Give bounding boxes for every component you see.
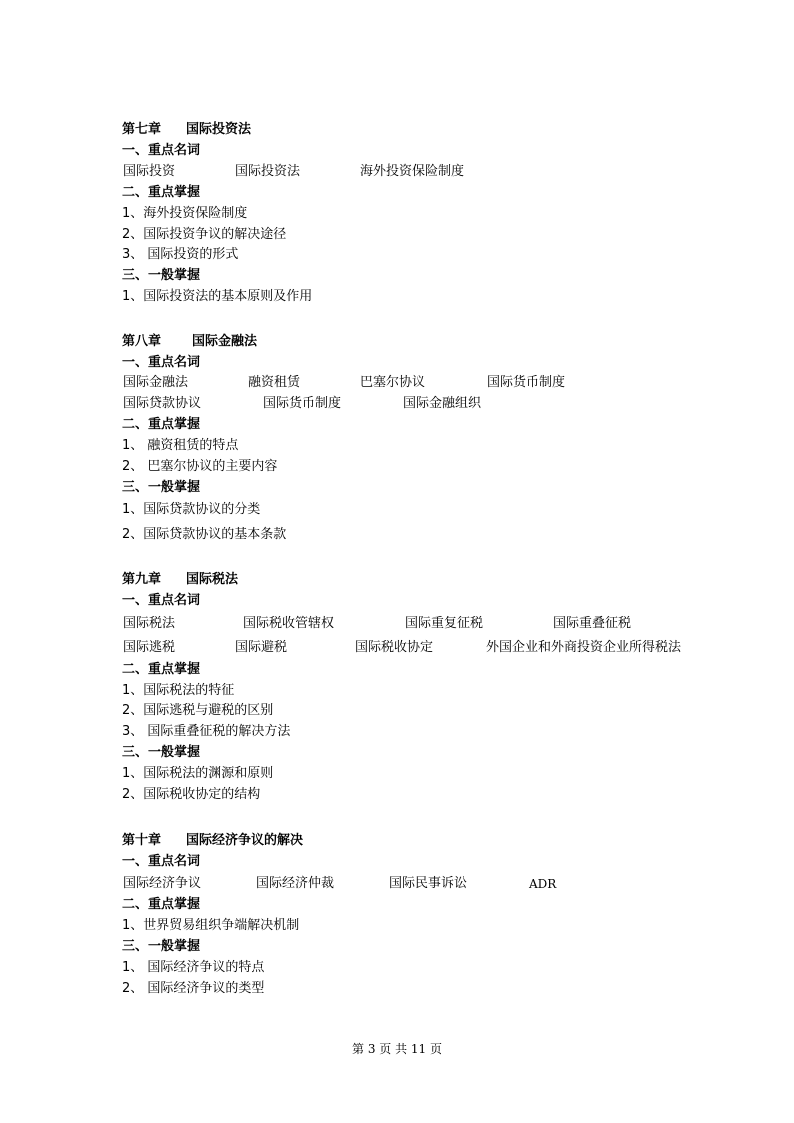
chapter-8-general-heading: 三、一般掌握 bbox=[122, 480, 201, 495]
chapter-8-name: 国际金融法 bbox=[192, 334, 258, 349]
chapter-7-heading bbox=[122, 122, 252, 138]
chapter-10-name: 国际经济争议的解决 bbox=[186, 833, 304, 848]
chapter-10-general-item: 1、 国际经济争议的特点 bbox=[122, 960, 265, 975]
chapter-8-heading bbox=[122, 334, 258, 350]
chapter-7-key-terms-heading: 一、重点名词 bbox=[122, 143, 201, 158]
chapter-9-master-item: 3、 国际重叠征税的解决方法 bbox=[122, 724, 291, 739]
chapter-10-number: 第十章 bbox=[122, 833, 162, 848]
chapter-7-master-item: 3、 国际投资的形式 bbox=[122, 247, 239, 262]
term: 国际经济争议 bbox=[123, 876, 202, 891]
chapter-7-number: 第七章 bbox=[122, 122, 162, 137]
term: 国际税收管辖权 bbox=[243, 616, 335, 631]
chapter-7-master-item: 2、国际投资争议的解决途径 bbox=[122, 227, 287, 242]
chapter-7-master-item: 1、海外投资保险制度 bbox=[122, 206, 248, 221]
term: 国际重复征税 bbox=[405, 616, 484, 631]
chapter-9-master-item: 1、国际税法的特征 bbox=[122, 683, 235, 698]
chapter-9-heading bbox=[122, 572, 239, 588]
chapter-8-general-item: 2、国际贷款协议的基本条款 bbox=[122, 527, 287, 542]
chapter-9-master-item: 2、国际逃税与避税的区别 bbox=[122, 703, 274, 718]
chapter-9-general-item: 1、国际税法的渊源和原则 bbox=[122, 766, 274, 781]
term: 国际民事诉讼 bbox=[389, 876, 468, 891]
chapter-7-master-heading: 二、重点掌握 bbox=[122, 185, 201, 200]
term: 海外投资保险制度 bbox=[360, 164, 465, 179]
chapter-7-general-item: 1、国际投资法的基本原则及作用 bbox=[122, 289, 313, 304]
term: 国际货币制度 bbox=[263, 396, 342, 411]
chapter-9-key-terms-heading: 一、重点名词 bbox=[122, 593, 201, 608]
term: 国际货币制度 bbox=[487, 375, 566, 390]
chapter-10-general-heading: 三、一般掌握 bbox=[122, 939, 201, 954]
term: 国际税法 bbox=[123, 616, 176, 631]
chapter-7-name: 国际投资法 bbox=[186, 122, 252, 137]
term: 国际金融法 bbox=[123, 375, 189, 390]
chapter-7-general-heading: 三、一般掌握 bbox=[122, 268, 201, 283]
chapter-8-general-item: 1、国际贷款协议的分类 bbox=[122, 502, 261, 517]
chapter-8-master-item: 1、 融资租赁的特点 bbox=[122, 438, 239, 453]
term: 巴塞尔协议 bbox=[360, 375, 426, 390]
term: 国际贷款协议 bbox=[123, 396, 202, 411]
chapter-10-master-item: 1、世界贸易组织争端解决机制 bbox=[122, 918, 300, 933]
chapter-8-key-terms-heading: 一、重点名词 bbox=[122, 355, 201, 370]
term: 国际避税 bbox=[235, 640, 288, 655]
chapter-9-general-item: 2、国际税收协定的结构 bbox=[122, 787, 261, 802]
chapter-9-general-heading: 三、一般掌握 bbox=[122, 745, 201, 760]
chapter-10-heading bbox=[122, 833, 304, 849]
chapter-8-master-item: 2、 巴塞尔协议的主要内容 bbox=[122, 459, 278, 474]
term: 国际投资法 bbox=[235, 164, 301, 179]
term: 国际金融组织 bbox=[403, 396, 482, 411]
chapter-9-name: 国际税法 bbox=[186, 572, 239, 587]
chapter-8-number: 第八章 bbox=[122, 334, 162, 349]
chapter-10-general-item: 2、 国际经济争议的类型 bbox=[122, 981, 265, 996]
term: 国际逃税 bbox=[123, 640, 176, 655]
term: 国际重叠征税 bbox=[553, 616, 632, 631]
term: 国际税收协定 bbox=[355, 640, 434, 655]
chapter-9-number: 第九章 bbox=[122, 572, 162, 587]
chapter-9-master-heading: 二、重点掌握 bbox=[122, 662, 201, 677]
chapter-10-key-terms-heading: 一、重点名词 bbox=[122, 854, 201, 869]
term: 融资租赁 bbox=[248, 375, 301, 390]
term: ADR bbox=[529, 877, 557, 891]
term: 国际经济仲裁 bbox=[256, 876, 335, 891]
page-footer: 第 3 页 共 11 页 bbox=[352, 1042, 442, 1056]
term: 国际投资 bbox=[123, 164, 176, 179]
chapter-8-master-heading: 二、重点掌握 bbox=[122, 417, 201, 432]
chapter-10-master-heading: 二、重点掌握 bbox=[122, 897, 201, 912]
term: 外国企业和外商投资企业所得税法 bbox=[486, 640, 682, 655]
